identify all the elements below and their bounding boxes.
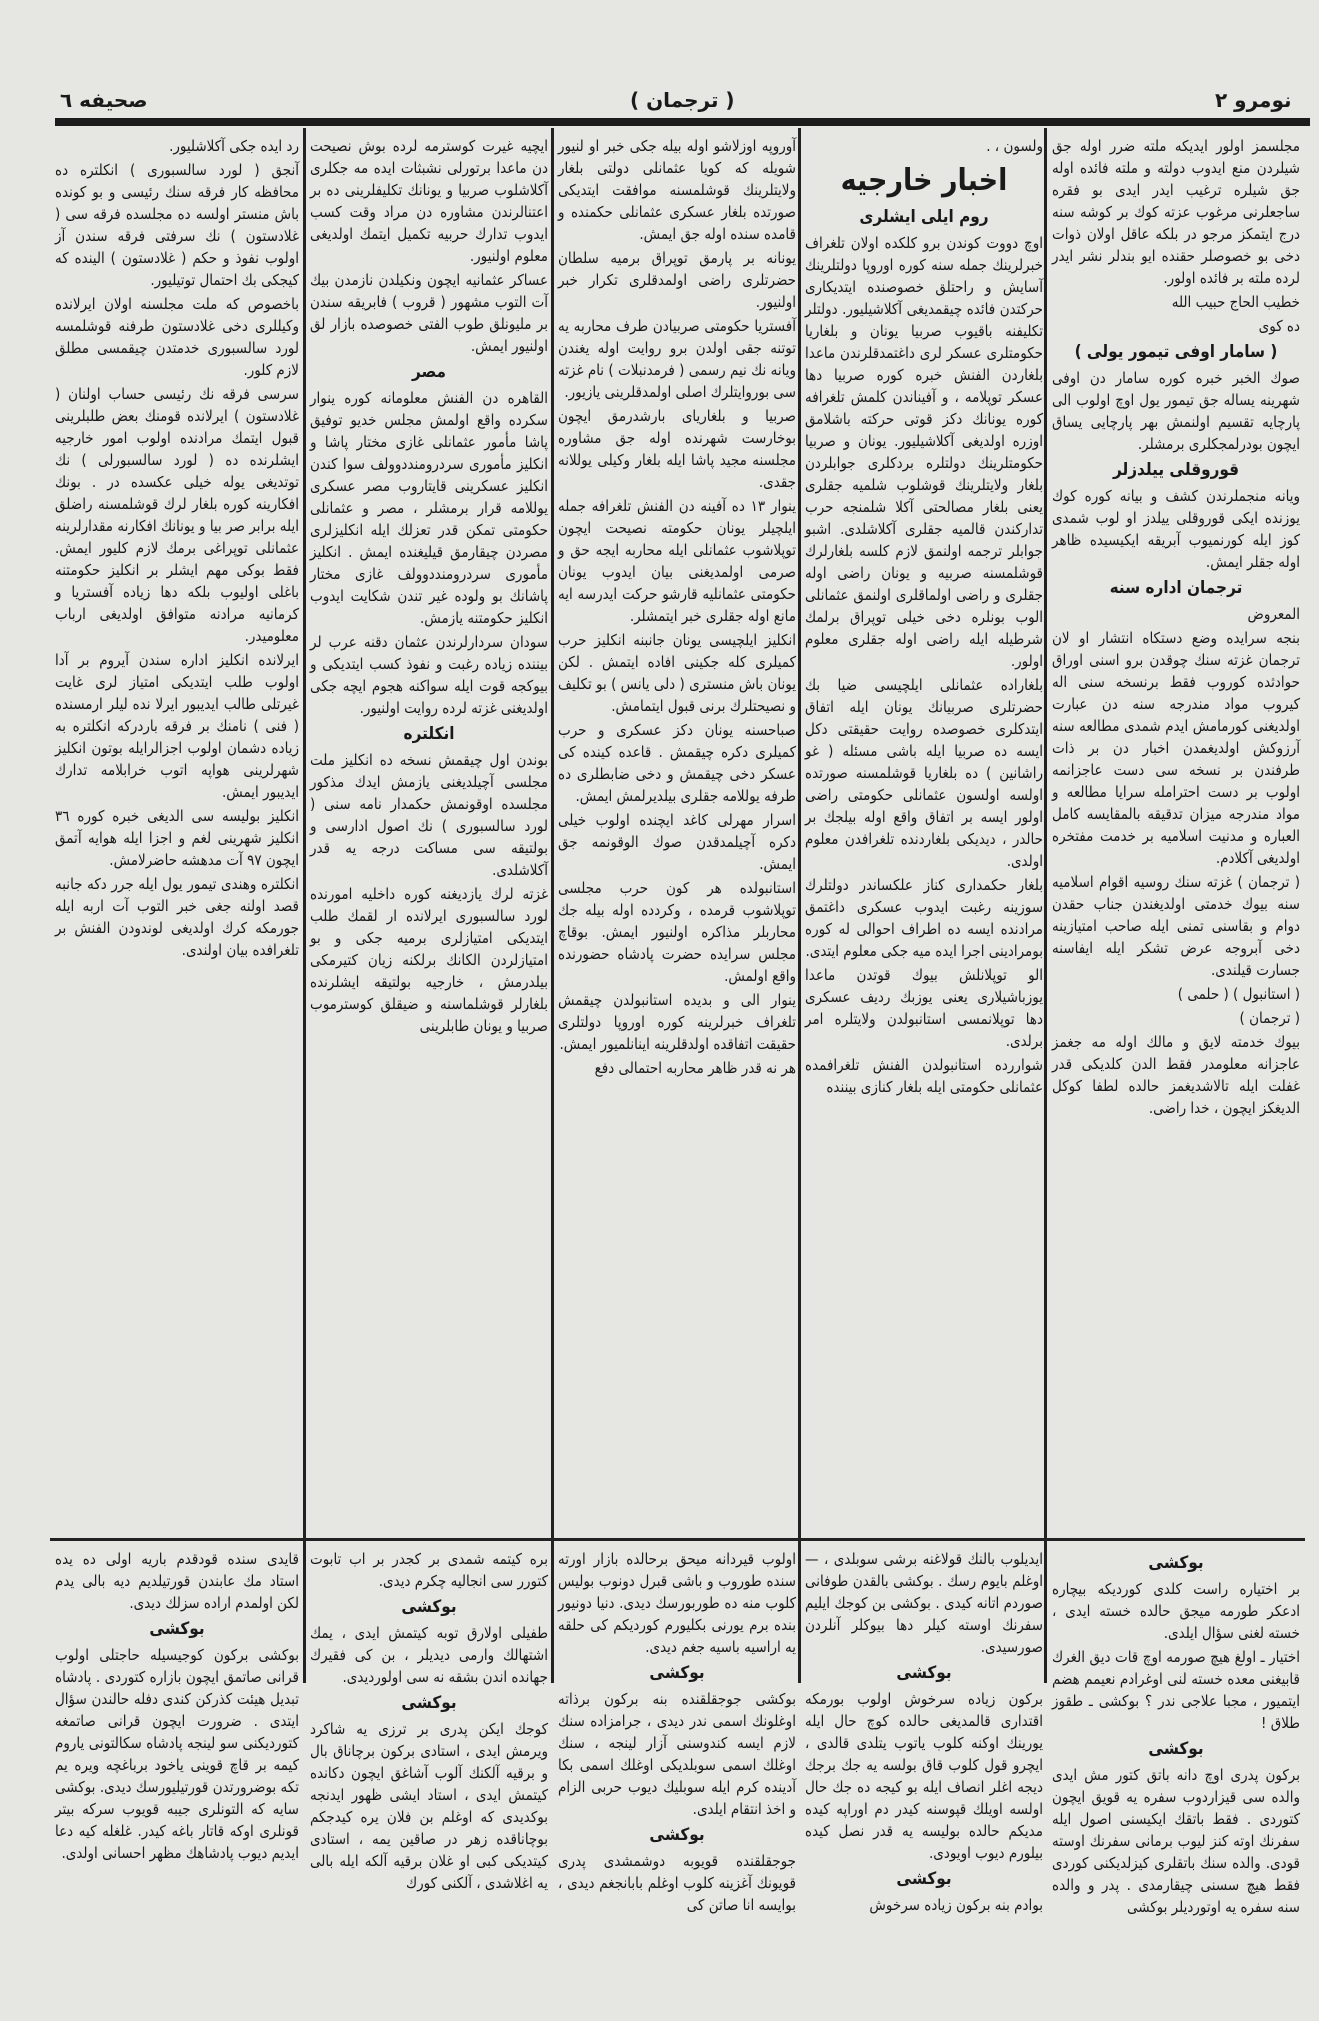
article-paragraph: اوچ دووت کوندن برو کلکده اولان تلغراف خبرلرینك جمله سنه کوره اوروپا دولتلرینك آسایش و راحتلق خصوصنده ایتدیکاری حرکتدن فائده چیقمدیغی آکلاشیلیور. دولتلر تکلیفنه باقیوب صربیا یونان و بلغاریا حکومتلری عسکر لری داغتمدقلرندن ماعدا بلغاردن الفنش خبره کوره صربیا دها عسکر توپلامه ، و آفیناندن کلمش تلغرافه کوره یونانك دکز قوتی حرکته باشلامق اوزره اولدیغی آکلاشیلیور. یونان و صربیا حکومتلرینك دولتلره بردکلری جوابلردن بلغار ولایتلرینك قوشلوب شلمیه جقلری یعنی بلغار مصالحتی آکلا شلمنجه حرب تدارکندن قالمیه جقلری آکلاشلدی. اشبو جوابلر ترجمه اولنمق لازم کلسه بلغارلرك قوشلمسنه صربیه و یونان راضی اوله جقلری و راضی اولماقلری اولنمق عثمانلی الوب بونلره دخی خیلی توپراق برلمك شرطیله ایله راضی اوله جقلری معلوم اولور. bbox=[805, 234, 1043, 670]
article-column bbox=[1052, 135, 1300, 1121]
issue-number-label: نومرو ٢ bbox=[1215, 88, 1292, 112]
article-paragraph: ایدیلوب بالنك قولاغنه برشی سوبلدی ، — اوغلم بایوم رسك . بوکشی بالقدن طوفانی صوردم اتانه کیدی . بوکشی بن کوجك ایلیم سفرنك اوسته کیلر دها بیوکلر آنلردن صورسیدی. bbox=[805, 1550, 1043, 1656]
article-column bbox=[805, 1548, 1043, 1918]
section-heading: بوکشی bbox=[649, 1825, 705, 1845]
section-heading: بوکشی bbox=[1148, 1553, 1204, 1573]
article-paragraph: استانبولده هر کون حرب مجلسی توپلاشوب قرمده ، وکردده اوله بیله جك محاربلر مذاکره اولنیور ایمش. بوقاچ مجلس سرایده حضرت پادشاه حضورنده واقع اولمش. bbox=[558, 879, 796, 985]
article-paragraph: برکون پدری اوچ دانه باتق کتور مش ایدی والده سی قیزاردوب سفره یه قویق ایچون کتوردی . فقط باتقك ایکیسنی اصول ایله سفرنك اوته کنز لیوب برمانی سفرنك اوسته قودی. والده سنك باتقلری کیزلدیکنی کوردی فقط هیچ سسنی چیقارمدی . پدر و والده سنه سفره یه اوتوردیلر بوکشی bbox=[1052, 1766, 1300, 1916]
column-divider bbox=[1044, 128, 1047, 1683]
article-paragraph: ( ترجمان ) غزته سنك روسیه اقوام اسلامیه سنه بیوك خدمتی اولدیغندن جناب حقدن دوام و بقاسنی تمنی ایله صاحب امتیازینه دخی آبروجه عرض تشکر ایله ایفاسنه جسارت قیلندی. bbox=[1052, 873, 1300, 979]
page-number-label: صحیفه ٦ bbox=[60, 88, 148, 112]
article-paragraph: یونانه بر پارمق توپراق برمیه سلطان حضرتلری راضی اولمدقلری تکرار خبر اولنیور. bbox=[558, 249, 796, 311]
article-paragraph: ( استانبول ) ( حلمی ) bbox=[1177, 985, 1300, 1003]
article-paragraph: اولوب قیردانه میحق برحالده بازار اورته سنده طوروب و باشی قبرل دونوب بولیس کلوب منه ده طوربورسك دیدی. دنیا دونیور بنده برم یورنی بکلیورم کوردیکم کی حلقه یه اراسیه باسیه جغم دیدی. bbox=[558, 1550, 796, 1656]
article-paragraph: بره کیتمه شمدی بر کجدر بر اب تابوت کتورر سی انجالیه چکرم دیدی. bbox=[310, 1550, 548, 1590]
article-column bbox=[805, 135, 1043, 1100]
article-paragraph: بنجه سرایده وضع دستکاه انتشار او لان ترجمان غزته سنك چوقدن برو اسنی اوراق حوادثده کوروب فقط برنسخه سنی اله کیروب مواد مندرجه سنه دن عبارت اولدیغنی کورمامش ایدم شمدی مطالعه سنه آرزوکش اولدیغمدن اخبار دن بر ذات طرفندن بر نسخه سی دست عاجزانمه اولوب بر دست احترامله سرایا مطالعه و مواد مندرجه میزان تدقیقه بالمقایسه کامل العباره و مدنیت اسلامیه بر خدمت مفتخره اولدیغی آکلادم. bbox=[1052, 629, 1300, 867]
article-paragraph: آفستریا حکومتی صربیادن طرف محاربه یه توتنه جقی اولدن برو روایت اوله یغندن ویانه نك نیم رسمی ( فرمدنبلات ) نام غزته سی بوروایتلرك اصلی اولمدقلرینی یازیور. bbox=[558, 317, 796, 401]
article-paragraph: آنجق ( لورد سالسبوری ) انکلتره ده محافظه کار فرقه سنك رئیسی و بو کونده باش منستر اولسه ده مجلسده فرقه سی ( غلادستون ) نك سرفتی فرقه سندن آز اولوب نفوذ و حکم ( غلادستون ) الینده که کیجکی بك احتمال توتیلیور. bbox=[55, 161, 299, 289]
article-paragraph: بوادم بنه برکون زیاده سرخوش bbox=[869, 1896, 1043, 1914]
article-column bbox=[55, 1548, 299, 1866]
column-divider bbox=[303, 128, 306, 1683]
article-paragraph: اختیار ـ اولغ هیچ صورمه اوچ قات دیق الغرك قابیغنی معده خسته لنی اوغرادم نعیمم هضم ایتمیور ، مجبا علاجی ندر ؟ بوکشی ـ طقوز طلاق ! bbox=[1052, 1648, 1300, 1732]
article-paragraph: المعروض bbox=[1247, 605, 1300, 623]
article-paragraph: بوکشی برکون کوجیسیله حاجتلی اولوب قرانی صاتمق ایچون بازاره کتوردی . پادشاه تبدیل هیئت کذرکن کندی دفله حالندن سؤال ایتدی . ضرورت ایچون قرانی صاتمغه کتوردیکنی سو لینجه پادشاه سکالتونی یاروم کیمه بر قاچ قوینی یاخود برباغچه ویره یم تکه بوضرورتدن قورتیلیورسك دیدی. بوکشی سایه که التونلری جیبه قویوب سرکه بیتر قونلری اوکه قاتار باغه کیدر. غلغله کیه دعا ایدیم دیوب پادشاهك مظهر احسانی اولدی. bbox=[55, 1646, 299, 1862]
article-paragraph: الو توپلانلش بیوك قوتدن ماعدا یوزباشیلاری یعنی یوزبك ردیف عسکری دها توپلانمسی استانبولدن ولایتلره امر برلدی. bbox=[805, 966, 1043, 1050]
article-paragraph: برکون زیاده سرخوش اولوب بورمکه اقتداری قالمدیغی حالده کوچ حال ایله یورینك اوکنه کلوب یاتوب یتلدی قالدی ، ایچرو قول کلوب قاق بولسه یه جك برجك دیجه اغلر انصاف ایله بو کیجه ده جك حال اولسه اویلك قپوسنه کیدر دم اوراپه کیده مدیکم حالده بولیسه یه قدر نصل کیده بیلورم دیوب اویودی. bbox=[805, 1690, 1043, 1862]
article-paragraph: ینوار الی و بدیده استانبولدن چیقمش تلغراف خبرلرینه کوره اوروپا دولتلری حقیقت اتفاقده اولدقلرینه اینانلمیور ایمش. bbox=[558, 991, 796, 1053]
article-paragraph: مجلسمز اولور ایدیکه ملته ضرر اوله جق شیلردن منع ایدوب دولته و ملته فائده اوله جق شیلره ترغیب ایدر ایدی بو فقره ساجعلرنی مرغوب عزته کوك بر کوشه سنه درج ایتمکز مرجو در بلکه عاقل اولان ذوات دخی بو خصوصلر حقنده ایو بندلر نشر ایدر لرده ملته بر فائده اولور. bbox=[1052, 137, 1300, 287]
article-paragraph: خطیب الحاج حبیب الله bbox=[1171, 293, 1300, 311]
article-paragraph: بوندن اول چیقمش نسخه ده انکلیز ملت مجلسی آچیلدیغنی یازمش ایدك مذکور مجلسده اوقونمش حکمدار نامه سنی ( لورد سالسبوری ) نك اصول ادارسی و بولتیقه سی مساکت درجه یه قدر آکلاشلدی. bbox=[310, 751, 548, 879]
section-heading: بوکشی bbox=[896, 1663, 952, 1683]
article-paragraph: آوروپه اوزلاشو اوله بیله جکی خبر او لنیور شویله که کویا عثمانلی دولتی بلغار ولایتلرینك قوشلمسنه موافقت ایتدیکی صورتده بلغار عسکری عثمانلی حکمنده و قامده سنده اوله جق ایمش. bbox=[558, 137, 796, 243]
section-heading: مصر bbox=[411, 362, 447, 382]
section-heading: بوکشی bbox=[896, 1869, 952, 1889]
article-paragraph: کوجك ایکن پدری بر ترزی یه شاکرد ویرمش ایدی ، استادی برکون برچاناق بال و برقیه آلکنك آلوب آشاغق ایچون دکانده کیتمش ایدی ، استاد ایشی ظهور ایدنجه بوکدیدی که اوغلم بن فلان یره کیدجکم بوچاناقده زهر در صاقین یمه ، استادی کیتدیکی کبی او غلان برقیه آلکه ایله بالی یه اغلاشدی ، آلکنی کورك bbox=[310, 1720, 548, 1892]
article-paragraph: بوکشی جوجقلقنده بنه برکون برذاته اوغلونك اسمی ندر دیدی ، جرامزاده سنك لازم ایسه کندوسنی آزار لینجه ، سنك اوغلك اسمی سوبلدیکی اوغلك اسمی بکا آدینده کرم ایله سوبلیك دیوب حربی الزام و اخذ انتقام ایلدی. bbox=[558, 1690, 796, 1818]
article-paragraph: ( ترجمان ) bbox=[1239, 1009, 1300, 1027]
section-heading: بوکشی bbox=[401, 1597, 457, 1617]
column-divider bbox=[551, 128, 554, 1683]
article-paragraph: غزته لرك یازدیغنه کوره داخلیه امورنده لورد سالسبوری ایرلانده ار لقمك طلب ایتدیکی امتیازلری برمیه جکی و بو امتیازلردن الکانك برلکنه زیان کتیرمکی بیلدرمش ، خارجیه بولتیقه ایشلرنده بلغارلر قوشلماسنه و ضیقلق کوسترموب صربیا و یونان طابلرینی bbox=[310, 885, 548, 1035]
section-heading: انکلتره bbox=[403, 724, 455, 744]
column-divider bbox=[798, 128, 801, 1683]
article-paragraph: صوك الخبر خبره کوره سامار دن اوفی شهرینه یساله جق تیمور یول اوچ اولوب الی پارچایه تقسیم اولنمش بهر پارچایی یساق ایچون بودرلمجکلری برمشلر. bbox=[1052, 369, 1300, 453]
header-rule bbox=[55, 118, 1310, 126]
article-column bbox=[558, 135, 796, 1081]
article-paragraph: شواررده استانبولدن الفنش تلغرافمده عثمانلی حکومتی ایله بلغار کنازی بیننده bbox=[805, 1056, 1043, 1096]
article-paragraph: هر نه قدر ظاهر محاربه احتمالی دفع bbox=[594, 1059, 796, 1077]
article-column bbox=[310, 1548, 548, 1896]
article-paragraph: ولسون ، . bbox=[986, 137, 1043, 155]
section-heading: بوکشی bbox=[649, 1663, 705, 1683]
article-paragraph: ده کوی bbox=[1258, 317, 1300, 335]
section-heading: قوروقلی ییلدزلر bbox=[1112, 460, 1240, 480]
article-paragraph: صباحسنه یونان دکز عسکری و حرب کمیلری دکره چیقمش . قاعده کینده کی عسکر دخی چیقمش و دخی ضابطلری ده طرفه یوللامه جقلری بیلدیرلمش ایمش. bbox=[558, 721, 796, 805]
section-divider bbox=[50, 1538, 1305, 1541]
article-column bbox=[1052, 1548, 1300, 1920]
article-paragraph: سرسی فرقه نك رئیسی حساب اولنان ( غلادستون ) ایرلانده قومنك بعض طلبلرینی قبول ایتمك مرادنده اولوب امور خارجیه ایشلرنده ده ( لورد سالسبورلی ) نك توتدیغی یوله خیلی عکسده در . بونك افکارینه کوره بلغار لرك قوشلمسنه راضلق ایله برابر صر بیا و یونانك افکارنه مقدارلرینه عثمانلی توپراغی برمك لازم کلیور ایمش. فقط بوکی مهم ایشلر بر انکلیز حکومتنه باغلی اولیوب بلکه دها زیاده آفستریا و کرمانیه مرادنه متوافق اولدیغی ارباب معلومیدر. bbox=[55, 385, 299, 645]
article-paragraph: سودان سردارلرندن عثمان دقنه عرب لر بیننده زیاده رغبت و نفوذ کسب ایتدیکی و بیوکجه قوت ایله سواکنه هجوم ایچه جکی اولدیغنی غزته لرده روایت اولنیور. bbox=[310, 633, 548, 717]
article-column bbox=[558, 1548, 796, 1918]
section-heading: بوکشی bbox=[149, 1619, 205, 1639]
article-paragraph: جوجقلقنده قویوبه دوشمشدی پدری قویونك آغزینه کلوب اوغلم بابانجغم دیدی ، بوایسه انا صاتن کی bbox=[558, 1852, 796, 1914]
article-column bbox=[310, 135, 548, 1039]
article-paragraph: بلغار حکمداری کناز علکساندر دولتلرك سوزینه رغبت ایدوب عسکری داغتمق مرادنده ایسه ده اطراف احوالی له کوره بومرادینی اجرا ایده میه جکی معلوم ایتدی. bbox=[805, 876, 1043, 960]
section-heading: بوکشی bbox=[401, 1693, 457, 1713]
section-heading: ترجمان اداره سنه bbox=[1109, 578, 1243, 598]
newspaper-title: ( ترجمان ) bbox=[630, 88, 735, 112]
article-paragraph: ایرلانده انکلیز اداره سندن آیروم بر آدا اولوب طلب ایتدیکی امتیاز لری غایت غیرتلی طالب ایدیبور ایرلا نده لیلر ارمسنده ( فنی ) نامنك بر فرقه باردرکه انکلتره به زیاده دشمان اولوب اجزالرایله بوتون انکلیز شهرلرینی هواپه اتوب خرابلامه تدارك ایدیبور ایمش. bbox=[55, 651, 299, 801]
article-paragraph: باخصوص که ملت مجلسنه اولان ایرلانده وکیللری دخی غلادستون طرفنه قوشلمسه لورد سالسبوری خدمتدن چیقمسی مطلق لازم کلور. bbox=[55, 295, 299, 379]
article-paragraph: ویانه منجملرندن کشف و بیانه کوره کوك یوزنده ایکی قوروقلی ییلدز او لوب شمدی کوز ایله کورنمیوب آبریقه ایکیسیده ظاهر اوله جقلر ایمش. bbox=[1052, 487, 1300, 571]
article-paragraph: رد ایده جکی آکلاشلیور. bbox=[169, 137, 299, 155]
article-paragraph: صربیا و بلغاریای بارشدرمق ایچون بوخارست شهرنده اوله جق مشاوره مجلسنه مجید پاشا ایله بلغار وکیلی یوللانه جقدی. bbox=[558, 407, 796, 491]
article-paragraph: انکلیز بولیسه سی الدیغی خبره کوره ٣٦ انکلیز شهرینی لغم و اجزا ایله هوایه آتمق ایچون ٩٧ آت مدهشه حاضرلامش. bbox=[55, 807, 299, 869]
article-paragraph: انکلتره وهندی تیمور یول ایله جرر دکه جانبه قصد اولنه جغی خبر التوب آت اربه ایله جورمکه کرك اولدیغی لوندودن الفنش بر تلغرافده بیان اولندی. bbox=[55, 875, 299, 959]
article-paragraph: ینوار ١٣ ده آفینه دن الفنش تلغرافه جمله ایلچیلر یونان حکومته نصیحت ایچون توپلاشوب عثمانلی ایله محاربه ایجه حق و صرمی اولمدیغنی بیان ایدوب یونان حکومتی عثمانلیه قارشو حرکت ایدرسه ایه مانع اوله جقلری خبر ایتمشلر. bbox=[558, 497, 796, 625]
article-paragraph: انکلیز ایلچیسی یونان جانبنه انکلیز حرب کمیلری کله جکینی افاده ایتمش . لکن یونان باش منستری ( دلی یانس ) بو تکلیف و نصیحتلرك برنی قبول ایتمامش. bbox=[558, 631, 796, 715]
article-paragraph: عساکر عثمانیه ایچون ونکیلدن نازمدن بیك آت التوب مشهور ( قروب ) فابریقه سندن بر ملیونلق طوب الفتی خصوصده بازار لق اولنیور ایمش. bbox=[310, 271, 548, 355]
article-paragraph: القاهره دن الفنش معلومانه کوره ینوار سکرده واقع اولمش مجلس خدیو توفیق پاشا مأمور عثمانلی غازی مختار پاشا و انکلیز مأموری سردرومنددوولف سوا کندن انکلیز عسکرینی قایتاروب مصر عسکری یوللامه قرار برمشلر ، مصر و عثمانلی حکومتی تمکن قدر تعزلك ایله انکلیزلری مصردن چیقارمق قیلیغنده ایمش . انکلیز مأموری سردرومنددوولف غازی مختار پاشانك بو ولوده غیر تندن شکایت ایدوب انکلیز حکومتنه یازمش. bbox=[310, 389, 548, 627]
article-paragraph: بلغاراده عثمانلی ایلچیسی ضیا بك حضرتلری صربیانك یونان ایله اتفاق ایتدکلری خصوصده روایت حقیقتی دکل ایسه ده صربیا ایله باشی مسئله ( غو راشانین ) ده بلغاریا قوشلمسنه صورتده اولسه اولسون عثمانلی حکومتی راضی اولور ایسه بر اتفاق واقع اوله بیلجك بر حالدر ، دیدیکی بلغاردنده تلغرافدن معلوم اولدی. bbox=[805, 676, 1043, 870]
section-heading: ( سامار اوفی تیمور یولی ) bbox=[1074, 342, 1278, 362]
article-paragraph: اسرار مهرلی کاغد ایچنده اولوب خیلی دکره آچیلمدقدن صوك الوقونمه جق ایمش. bbox=[558, 811, 796, 873]
section-heading: روم ایلی ایشلری bbox=[859, 207, 989, 227]
article-paragraph: بیوك خدمته لایق و مالك اوله مه جغمز عاجزانه معلومدر فقط الدن کلدیکی قدر غفلت ایله تالاشدیغمز حالده لطفا کوکل الدیغکز ایچون ، خدا راضی. bbox=[1052, 1033, 1300, 1117]
article-paragraph: بر اختیاره راست کلدی کوردیکه بیچاره ادعکر طورمه میجق حالده خسته ایدی ، خسته لغنی سؤال ایلدی. bbox=[1052, 1580, 1300, 1642]
article-paragraph: ایچیه غیرت کوسترمه لرده بوش نصیحت دن ماعدا برتورلی نشبثات ایده مه جکلری آکلاشلوب صربیا و یونانك تکلیفلرینی ده بر اعتنالرندن مشاوره دن مراد وقت کسب ایدوب تدارك حربیه تکمیل ایتمك اولدیغی معلوم اولنیور. bbox=[310, 137, 548, 265]
article-paragraph: طفیلی اولارق توبه کیتمش ایدی ، یمك اشتهالك وارمی دیدیلر ، بن کی فقیرك جهانده اندن بشقه نه سی اولوردیدی. bbox=[310, 1624, 548, 1686]
section-heading: بوکشی bbox=[1148, 1739, 1204, 1759]
article-column bbox=[55, 135, 299, 963]
section-heading: اخبار خارجیه bbox=[840, 163, 1008, 198]
article-paragraph: قایدی سنده قودقدم باریه اولی ده یده استاد مك عابندن قورتیلدیم دیه بالی یدم لکن اولمدم اراده سزلك دیدی. bbox=[55, 1550, 299, 1612]
